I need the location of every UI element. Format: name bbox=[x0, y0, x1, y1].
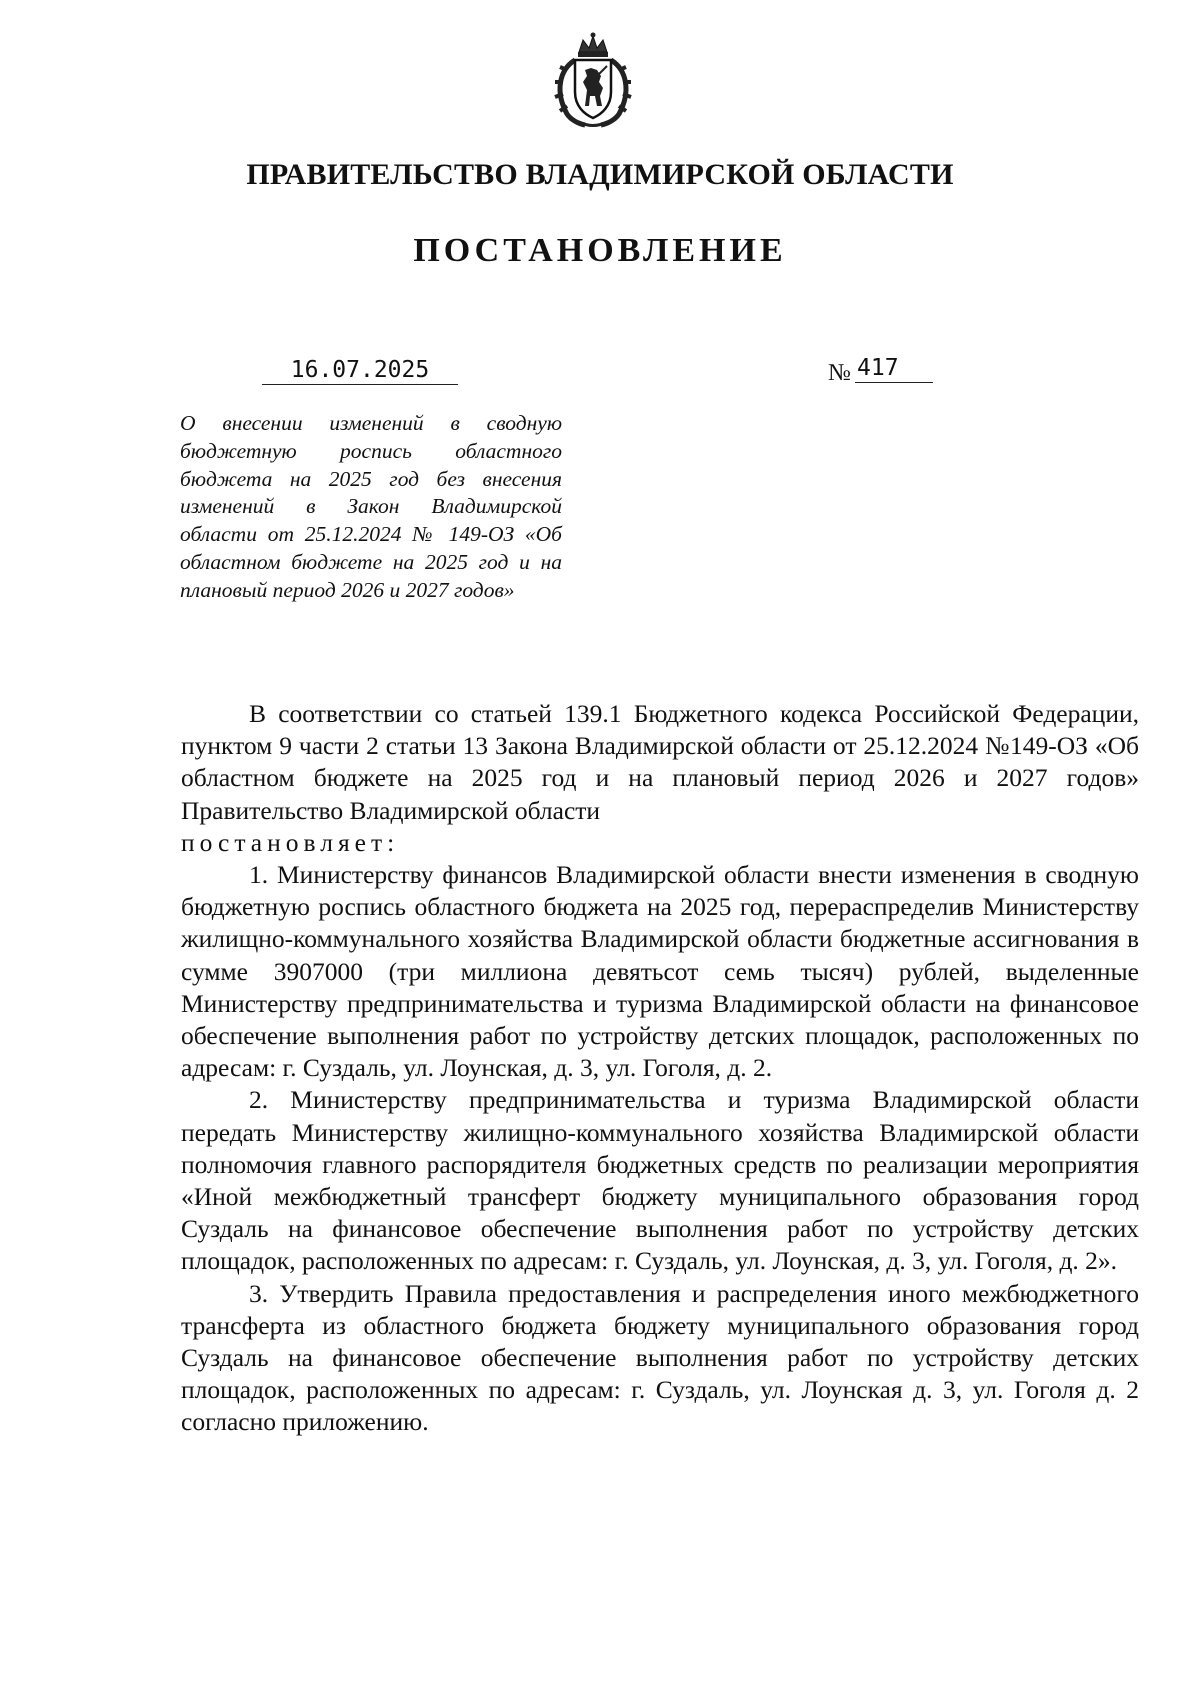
document-kind-title: ПОСТАНОВЛЕНИЕ bbox=[413, 232, 787, 269]
body-paragraph-item-3: 3. Утвердить Правила предоставления и распределения иного межбюджетного трансферта из областного бюджета бюджету муниципального образования город Суздаль на финансовое обеспечение выполнения работ по устройству детских площадок, расположенных по адресам: г. Суздаль, ул. Лоунская д. 3, ул. Гоголя д. 2 согласно приложению. bbox=[181, 1278, 1139, 1437]
document-date: 16.07.2025 bbox=[262, 356, 458, 385]
body-paragraph-preamble bbox=[181, 698, 1139, 827]
document-number: 417 bbox=[855, 354, 933, 383]
resolves-word: постановляет: bbox=[181, 827, 400, 857]
government-title: ПРАВИТЕЛЬСТВО ВЛАДИМИРСКОЙ ОБЛАСТИ bbox=[246, 158, 954, 191]
preamble-text: В соответствии со статьей 139.1 Бюджетного кодекса Российской Федерации, пунктом 9 части 2 статьи 13 Закона Владимирской области от 25.12.2024 №149-ОЗ «Об областном бюджете на 2025 год и на плановый период 2026 и 2027 годов» Правительство Владимирской области bbox=[181, 699, 1139, 825]
number-label: № bbox=[828, 360, 851, 386]
coat-of-arms-icon bbox=[545, 30, 641, 130]
body-paragraph-item-1: 1. Министерству финансов Владимирской области внести изменения в сводную бюджетную роспись областного бюджета на 2025 год, перераспределив Министерству жилищно-коммунального хозяйства Владимирской области бюджетные ассигнования в сумме 3907000 (три миллиона девятьсот семь тысяч) рублей, выделенные Министерству предпринимательства и туризма Владимирской области на финансовое обеспечение выполнения работ по устройству детских площадок, расположенных по адресам: г. Суздаль, ул. Лоунская, д. 3, ул. Гоголя, д. 2. bbox=[181, 860, 1139, 1083]
document-body bbox=[181, 698, 1139, 1439]
body-paragraph-item-2: 2. Министерству предпринимательства и туризма Владимирской области передать Министерству жилищно-коммунального хозяйства Владимирской области полномочия главного распорядителя бюджетных средств по реализации мероприятия «Иной межбюджетный трансферт бюджету муниципального образования город Суздаль на финансовое обеспечение выполнения работ по устройству детских площадок, расположенных по адресам: г. Суздаль, ул. Лоунская, д. 3, ул. Гоголя, д. 2». bbox=[181, 1085, 1139, 1276]
document-subject: О внесении изменений в сводную бюджетную роспись областного бюджета на 2025 год без внесения изменений в Закон Владимирской области от 25.12.2024 № 149-ОЗ «Об областном бюджете на 2025 год и на плановый период 2026 и 2027 годов» bbox=[180, 411, 562, 602]
